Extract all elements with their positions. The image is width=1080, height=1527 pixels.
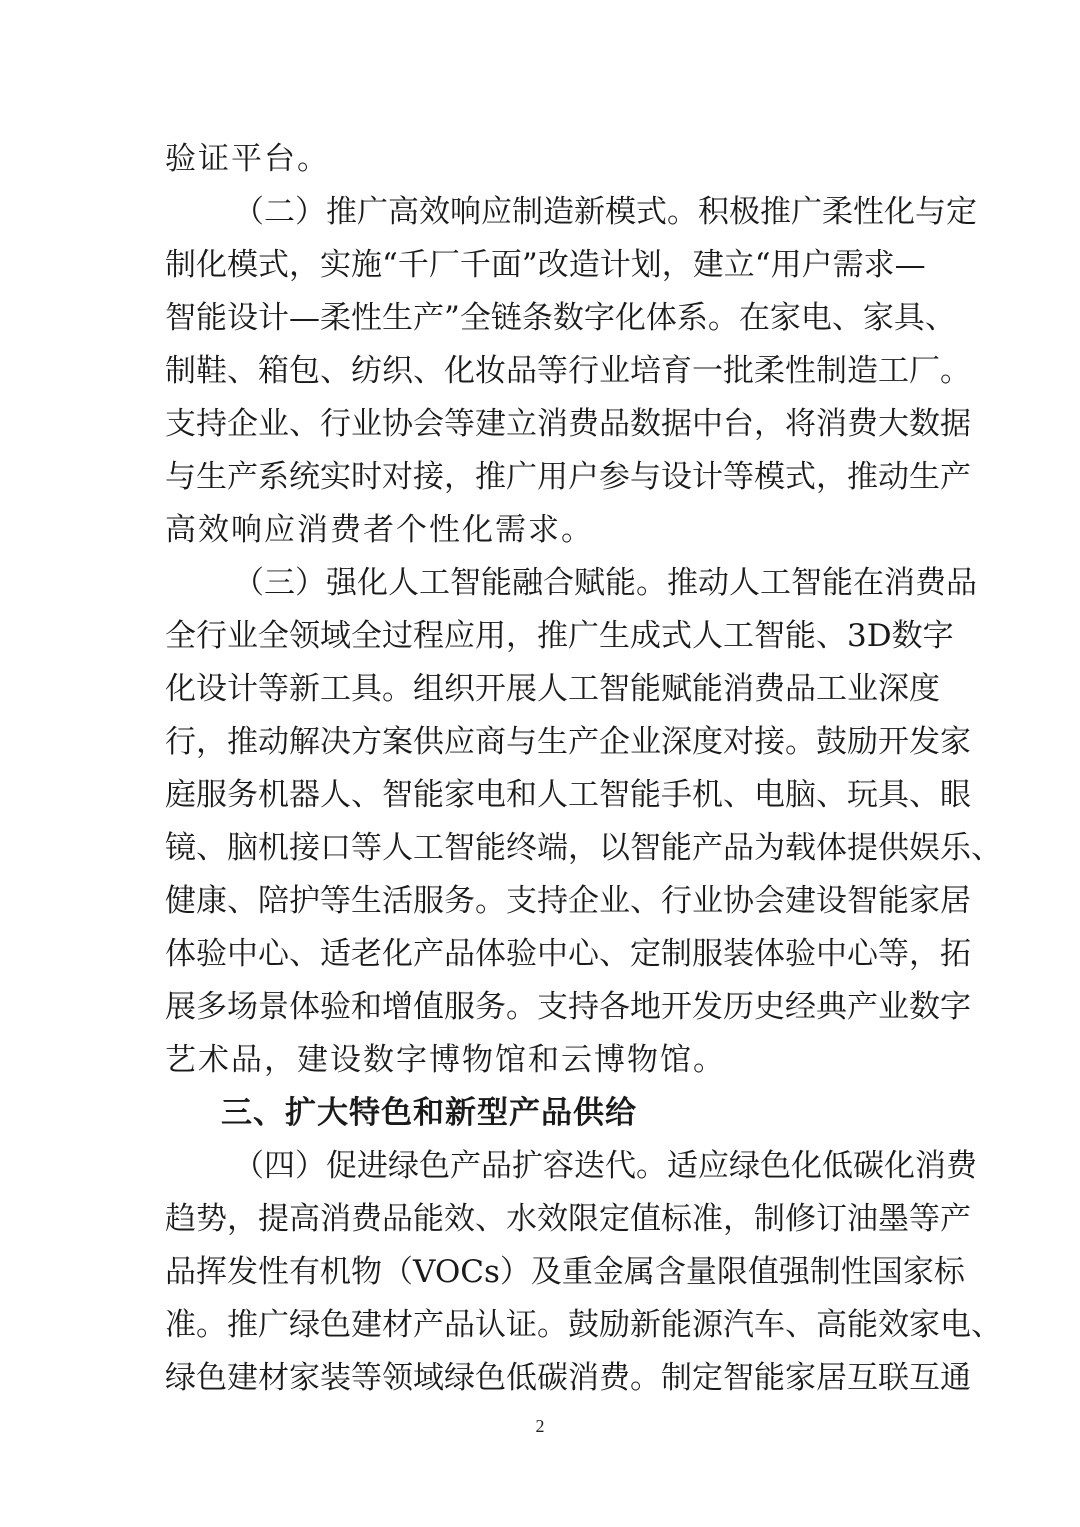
text-line: 行 ， 推 动 解 决 方 案 供 应 商 与 生 产 企 业 深 度 对 接 。 鼓 励 开 发 家 (165, 724, 971, 760)
text-line: 展 多 场 景 体 验 和 增 值 服 务 。 支 持 各 地 开 发 历 史 经 典 产 业 数 字 (165, 989, 971, 1025)
text-line: 化 设 计 等 新 工 具 。 组 织 开 展 人 工 智 能 赋 能 消 费 品 工 业 深 度 (165, 671, 940, 707)
paragraph-4-subheading-line: （ 四 ） 促 进 绿 色 产 品 扩 容 迭 代 。 适 应 绿 色 化 低 碳 化 消 费 (233, 1148, 977, 1184)
text-line: 庭 服 务 机 器 人 、 智 能 家 电 和 人 工 智 能 手 机 、 电 脑 、 玩 具 、 眼 (165, 777, 971, 813)
text-line: 智 能 设 计 — 柔 性 生 产 ” 全 链 条 数 字 化 体 系 。 在 家 电 、 家 具 、 (165, 300, 956, 336)
text-line: 品 挥 发 性 有 机 物 （ VOCs ） 及 重 金 属 含 量 限 值 强 制 性 国 家 标 (165, 1254, 965, 1290)
text-line: 绿 色 建 材 家 装 等 领 域 绿 色 低 碳 消 费 。 制 定 智 能 家 居 互 联 互 通 (165, 1360, 971, 1396)
text-line: 体 验 中 心 、 适 老 化 产 品 体 验 中 心 、 定 制 服 装 体 验 中 心 等 ， 拓 (165, 936, 971, 972)
page-number: 2 (535, 1416, 545, 1436)
text-line: 艺术品，建设数字博物馆和云博物馆。 (165, 1042, 726, 1078)
text-line: 全 行 业 全 领 域 全 过 程 应 用 ， 推 广 生 成 式 人 工 智 能 、 3D 数 字 (165, 618, 954, 654)
text-line: 镜 、 脑 机 接 口 等 人 工 智 能 终 端 ， 以 智 能 产 品 为 载 体 提 供 娱 乐 、 (165, 830, 1002, 866)
text-line: 准 。 推 广 绿 色 建 材 产 品 认 证 。 鼓 励 新 能 源 汽 车 、 高 能 效 家 电 、 (165, 1307, 1002, 1343)
document-page (165, 133, 1002, 1405)
text-line: 趋 势 ， 提 高 消 费 品 能 效 、 水 效 限 定 值 标 准 ， 制 修 订 油 墨 等 产 (165, 1201, 971, 1237)
text-line: 制 鞋 、 箱 包 、 纺 织 、 化 妆 品 等 行 业 培 育 一 批 柔 性 制 造 工 厂 。 (165, 353, 971, 389)
text-line: 高效响应消费者个性化需求。 (165, 512, 594, 548)
section-heading: 三、扩大特色和新型产品供给 (221, 1095, 637, 1131)
paragraph-2-subheading-line: （ 二 ） 推 广 高 效 响 应 制 造 新 模 式 。 积 极 推 广 柔 性 化 与 定 (233, 194, 977, 230)
paragraph-3-subheading-line: （ 三 ） 强 化 人 工 智 能 融 合 赋 能 。 推 动 人 工 智 能 在 消 费 品 (233, 565, 977, 601)
text-line: 制 化 模 式 ， 实 施 “ 千 厂 千 面 ” 改 造 计 划 ， 建 立 “ 用 户 需 求 — (165, 247, 926, 283)
text-line: 验证平台。 (165, 141, 330, 177)
text-line: 支 持 企 业 、 行 业 协 会 等 建 立 消 费 品 数 据 中 台 ， 将 消 费 大 数 据 (165, 406, 971, 442)
text-line: 健 康 、 陪 护 等 生 活 服 务 。 支 持 企 业 、 行 业 协 会 建 设 智 能 家 居 (165, 883, 971, 919)
text-line: 与 生 产 系 统 实 时 对 接 ， 推 广 用 户 参 与 设 计 等 模 式 ， 推 动 生 产 (165, 459, 971, 495)
